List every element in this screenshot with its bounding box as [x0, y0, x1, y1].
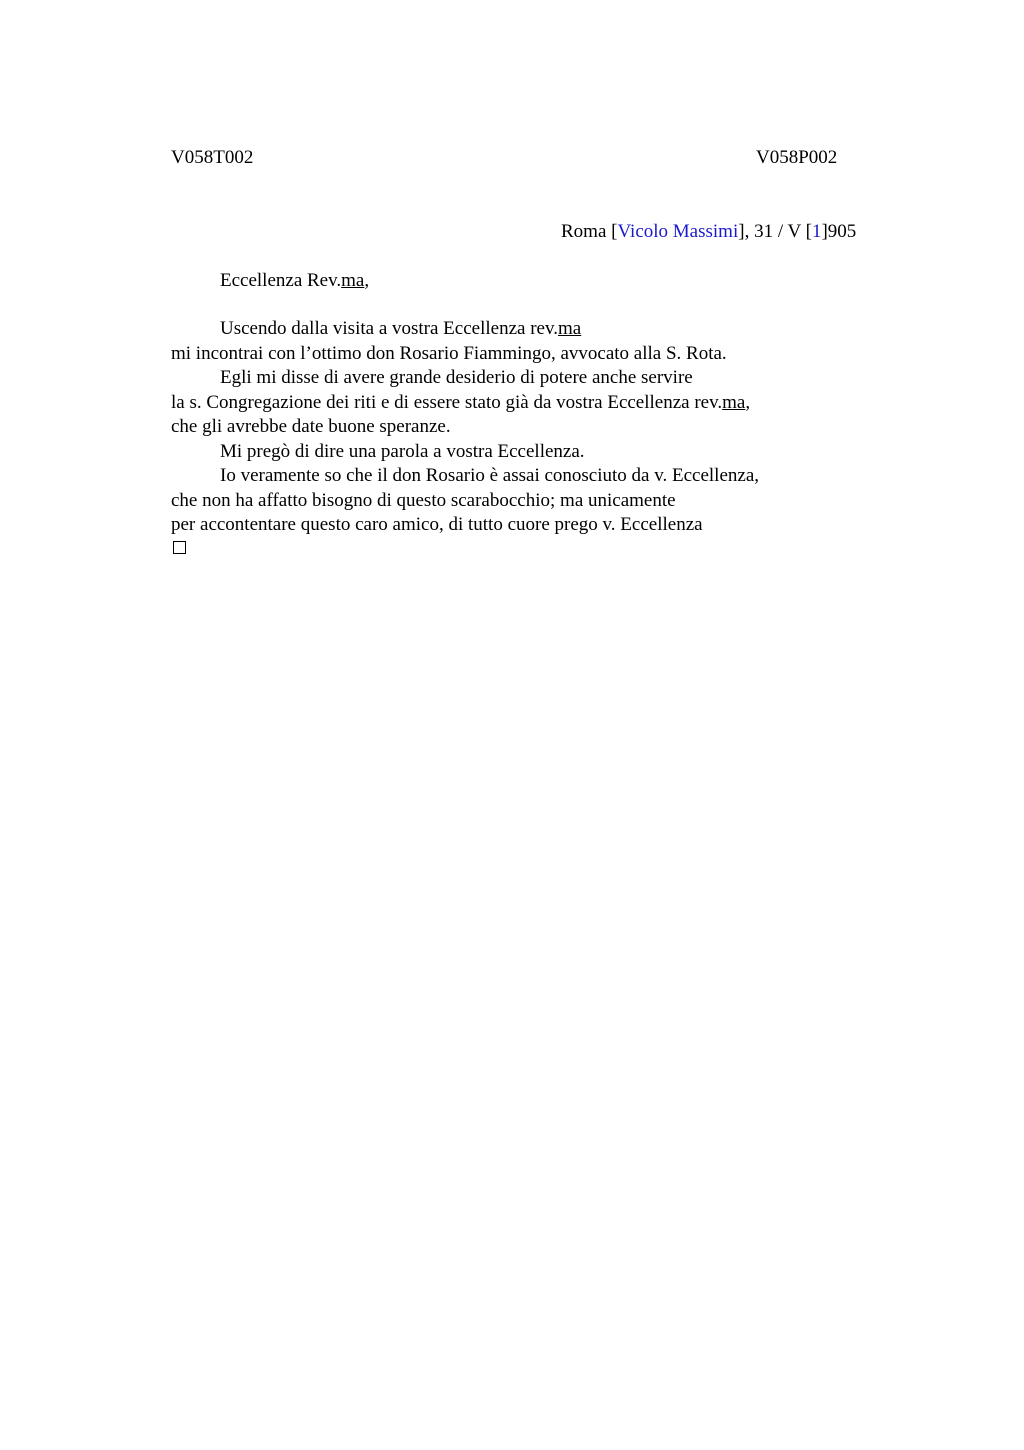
body-line-4 [171, 391, 750, 415]
salutation-abbrev: ma [341, 270, 365, 291]
salutation-text: Eccellenza Rev. [220, 270, 342, 291]
body-line-1 [220, 317, 581, 341]
dateline-middle: ], 31 / V [ [738, 221, 812, 242]
body-line-4-abbrev: ma [722, 392, 746, 413]
dateline-prefix: Roma [ [561, 221, 618, 242]
body-line-5: che gli avrebbe date buone speranze. [171, 416, 451, 437]
salutation-tail: , [364, 270, 370, 291]
document-code-left: V058T002 [171, 147, 254, 168]
salutation [220, 269, 369, 293]
body-line-3: Egli mi disse di avere grande desiderio di potere anche servire [220, 367, 693, 388]
body-line-8: che non ha affatto bisogno di questo scarabocchio; ma unicamente [171, 490, 676, 511]
dateline [561, 220, 856, 244]
body-line-4-text: la s. Congregazione dei riti e di essere stato già da vostra Eccellenza rev. [171, 392, 723, 413]
body-line-2: mi incontrai con l’ottimo don Rosario Fiammingo, avvocato alla S. Rota. [171, 343, 727, 364]
body-line-1-abbrev: ma [557, 318, 582, 339]
body-line-1-text: Uscendo dalla visita a vostra Eccellenza rev. [220, 318, 558, 339]
body-line-9: per accontentare questo caro amico, di tutto cuore prego v. Eccellenza [171, 514, 703, 535]
end-marker-box [173, 541, 186, 554]
dateline-year-note: 1 [811, 221, 822, 242]
body-line-7: Io veramente so che il don Rosario è assai conosciuto da v. Eccellenza, [220, 465, 760, 486]
document-code-right: V058P002 [756, 147, 838, 168]
body-line-6: Mi pregò di dire una parola a vostra Eccellenza. [220, 441, 585, 462]
body-line-4-tail: , [745, 392, 751, 413]
dateline-place-note: Vicolo Massimi [617, 221, 739, 242]
dateline-suffix: ]905 [821, 221, 857, 242]
